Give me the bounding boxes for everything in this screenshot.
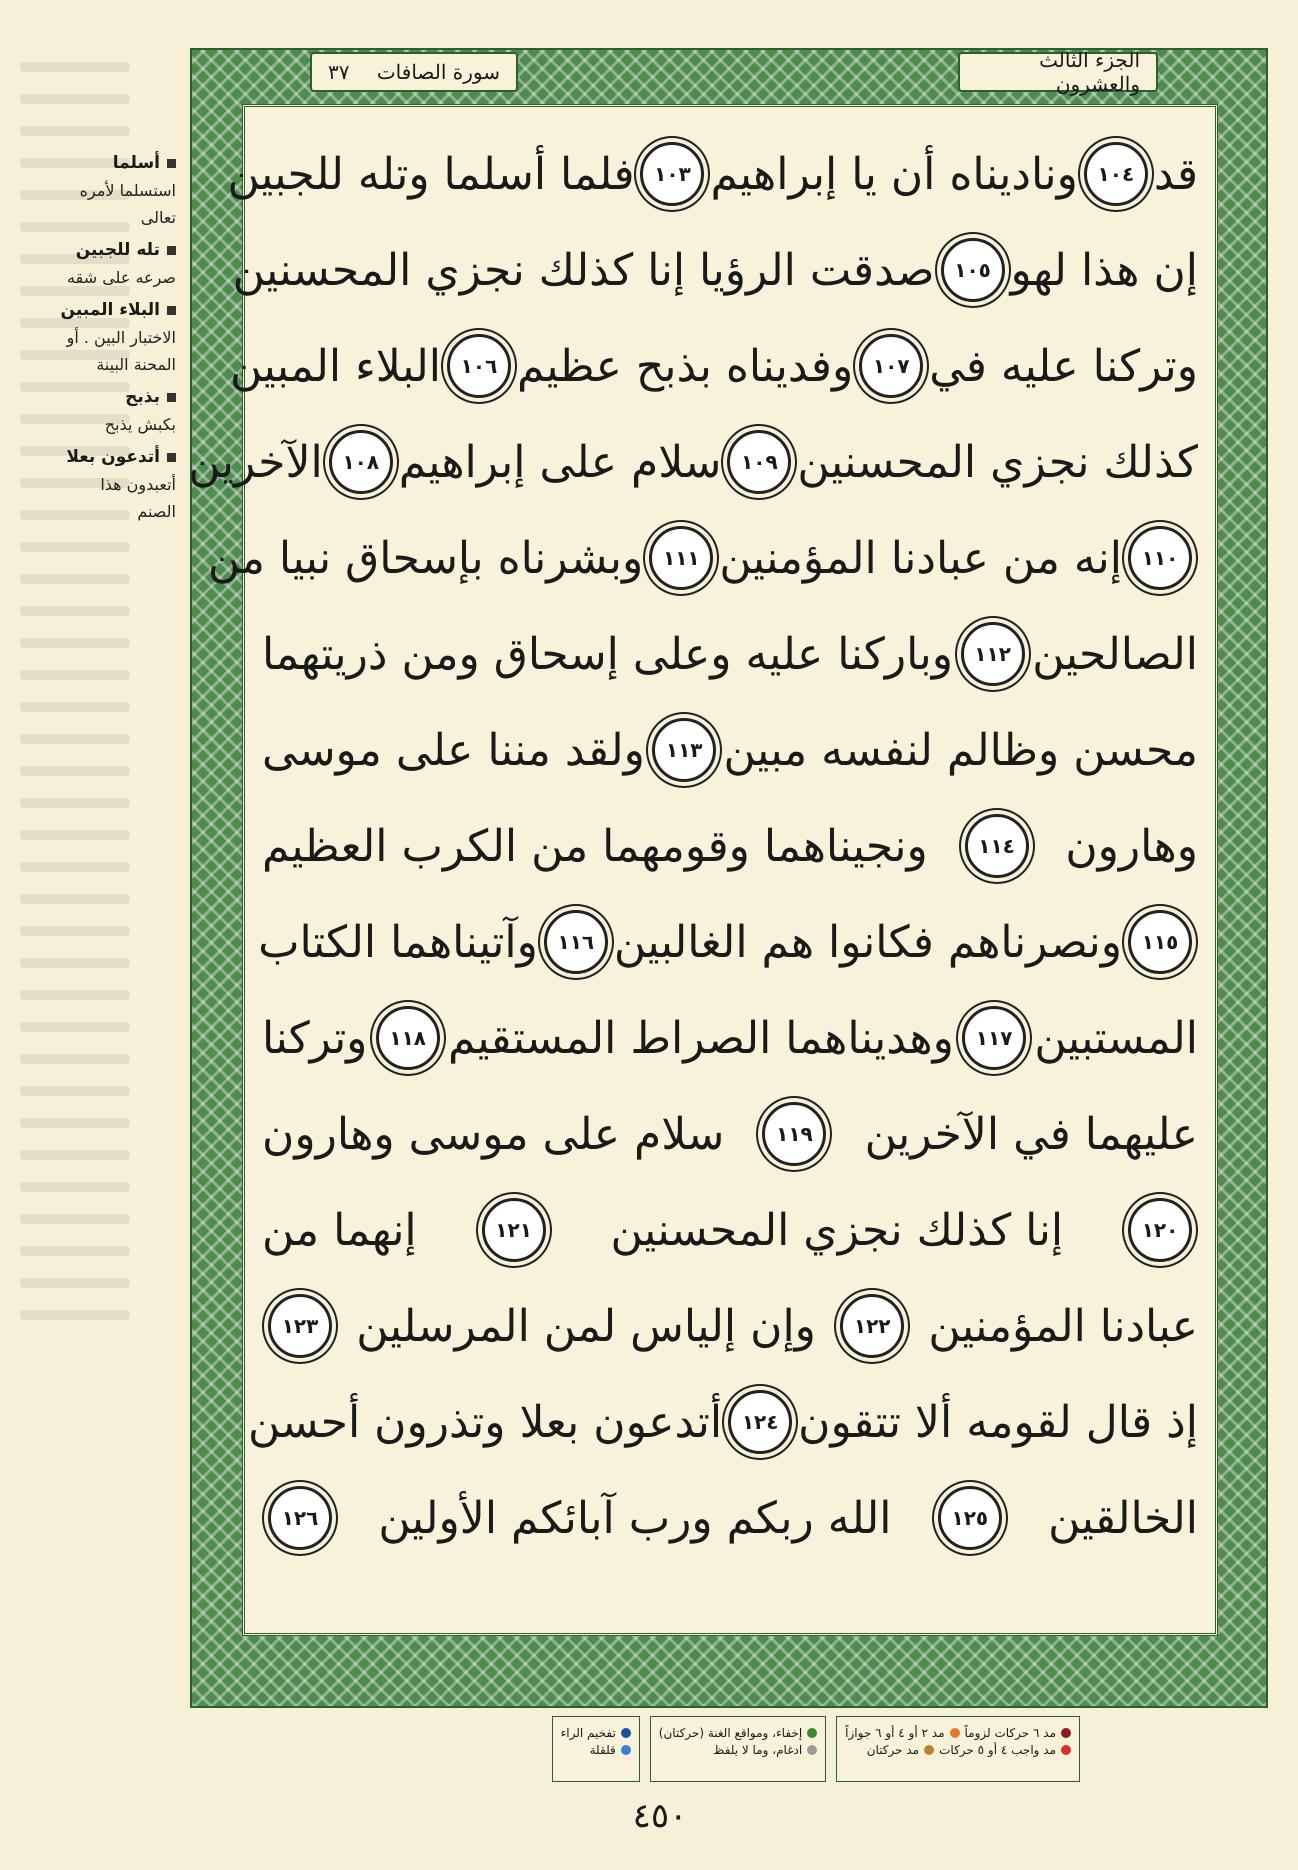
note-meaning: استسلما لأمره تعالى xyxy=(79,181,176,227)
note-item xyxy=(58,444,176,525)
line-text: الصالحين xyxy=(1032,628,1198,680)
legend-box xyxy=(836,1716,1080,1782)
verse-number-marker: ١١٨ xyxy=(376,1006,440,1070)
legend-label: مد واجب ٤ أو ٥ حركات xyxy=(939,1743,1056,1757)
verse-number-marker: ١١٩ xyxy=(762,1102,826,1166)
line-text: عبادنا المؤمنين xyxy=(928,1300,1198,1352)
page-number: ٤٥٠ xyxy=(632,1796,688,1836)
dot-icon xyxy=(621,1745,631,1755)
verse-number-marker: ١٢٦ xyxy=(268,1486,332,1550)
line-text: وفديناه بذبح عظيم xyxy=(516,340,854,392)
dot-icon xyxy=(1061,1745,1071,1755)
note-meaning: بكبش يذبح xyxy=(104,415,176,434)
dot-icon xyxy=(807,1728,817,1738)
note-meaning: صرعه على شقه xyxy=(67,268,176,287)
note-item xyxy=(58,237,176,291)
line-text: قد xyxy=(1153,148,1198,200)
line-text: البلاء المبين xyxy=(230,340,441,392)
note-meaning: الاختبار البين . أو المحنة البينة xyxy=(66,328,176,374)
line-text: سلام على إبراهيم xyxy=(398,436,722,488)
line-text: إنا كذلك نجزي المحسنين xyxy=(610,1204,1064,1256)
line-text: وباركنا عليه وعلى إسحاق ومن ذريتهما xyxy=(262,628,953,680)
text-line xyxy=(248,1374,1198,1470)
text-line xyxy=(262,1086,1198,1182)
line-text: إن هذا لهو xyxy=(1010,244,1198,296)
juz-header xyxy=(958,48,1158,96)
verse-number-marker: ١٢٣ xyxy=(268,1294,332,1358)
line-text: وتركنا xyxy=(262,1012,368,1064)
line-text: ونصرناهم فكانوا هم الغالبين xyxy=(613,916,1122,968)
text-line xyxy=(188,414,1198,510)
line-text: أتدعون بعلا وتذرون أحسن xyxy=(248,1396,723,1448)
text-line xyxy=(262,606,1198,702)
text-line xyxy=(262,1278,1198,1374)
text-line xyxy=(230,318,1198,414)
line-text: المستبين xyxy=(1034,1012,1198,1064)
surah-name: سورة الصافات xyxy=(376,60,500,84)
text-line xyxy=(262,990,1198,1086)
note-word: تله للجبين xyxy=(58,237,176,264)
surah-header xyxy=(310,52,518,92)
verse-number-marker: ١١٧ xyxy=(962,1006,1026,1070)
note-word: أسلما xyxy=(58,150,176,177)
text-line xyxy=(262,702,1198,798)
text-line xyxy=(258,894,1198,990)
note-meaning: أتعبدون هذا الصنم xyxy=(100,475,176,521)
verse-number-marker: ١١٥ xyxy=(1128,910,1192,974)
line-text: سلام على موسى وهارون xyxy=(262,1108,725,1160)
line-text: إنهما من xyxy=(262,1204,417,1256)
line-text: وآتيناهما الكتاب xyxy=(258,916,538,968)
verse-number-marker: ١٠٩ xyxy=(727,430,791,494)
line-text: الله ربكم ورب آبائكم الأولين xyxy=(378,1492,892,1544)
verse-number-marker: ١٠٦ xyxy=(447,334,511,398)
verse-number-marker: ١١٦ xyxy=(544,910,608,974)
line-text: إذ قال لقومه ألا تتقون xyxy=(798,1396,1198,1448)
tajweed-legend xyxy=(380,1716,1080,1782)
line-text: ونجيناهما وقومهما من الكرب العظيم xyxy=(262,820,928,872)
surah-number: ٣٧ xyxy=(328,60,350,84)
verse-number-marker: ١٢٤ xyxy=(728,1390,792,1454)
verse-number-marker: ١٠٣ xyxy=(640,142,704,206)
dot-icon xyxy=(807,1745,817,1755)
line-text: وهديناهما الصراط المستقيم xyxy=(447,1012,954,1064)
note-item xyxy=(58,384,176,438)
line-text: فلما أسلما وتله للجبين xyxy=(227,148,635,200)
line-text: وبشرناه بإسحاق نبيا من xyxy=(207,532,644,584)
verse-number-marker: ١٢١ xyxy=(482,1198,546,1262)
dot-icon xyxy=(1061,1728,1071,1738)
verse-number-marker: ١٠٧ xyxy=(859,334,923,398)
line-text: محسن وظالم لنفسه مبين xyxy=(723,724,1198,776)
text-line xyxy=(262,798,1198,894)
legend-label: تفخيم الراء xyxy=(560,1726,616,1740)
verse-number-marker: ١٢٠ xyxy=(1128,1198,1192,1262)
verse-number-marker: ١٠٤ xyxy=(1084,142,1148,206)
verse-number-marker: ١١١ xyxy=(649,526,713,590)
line-text: وإن إلياس لمن المرسلين xyxy=(356,1300,816,1352)
note-word: بذبح xyxy=(58,384,176,411)
line-text: وهارون xyxy=(1065,820,1198,872)
text-line xyxy=(227,126,1198,222)
verse-number-marker: ١٢٢ xyxy=(840,1294,904,1358)
note-item xyxy=(58,297,176,378)
line-text: صدقت الرؤيا إنا كذلك نجزي المحسنين xyxy=(232,244,935,296)
text-line xyxy=(207,510,1198,606)
note-item xyxy=(58,150,176,231)
line-text: إنه من عبادنا المؤمنين xyxy=(719,532,1122,584)
verse-number-marker: ١٢٥ xyxy=(938,1486,1002,1550)
verse-number-marker: ١٠٥ xyxy=(941,238,1005,302)
text-line xyxy=(262,1470,1198,1566)
legend-label: مد ٦ حركات لزوماً xyxy=(964,1726,1056,1740)
note-word: أتدعون بعلا xyxy=(58,444,176,471)
line-text: الآخرين xyxy=(188,436,323,488)
verse-number-marker: ١٠٨ xyxy=(329,430,393,494)
legend-box xyxy=(650,1716,826,1782)
legend-label: ادغام، وما لا يلفظ xyxy=(713,1743,803,1757)
margin-notes xyxy=(58,150,176,531)
dot-icon xyxy=(924,1745,934,1755)
line-text: الخالقين xyxy=(1048,1492,1198,1544)
verse-lines xyxy=(188,126,1198,1566)
legend-label: مد ٢ أو ٤ أو ٦ جوازاً xyxy=(845,1726,945,1740)
legend-label: مد حركتان xyxy=(866,1743,920,1757)
juz-name: الجزء الثالث والعشرون xyxy=(1039,48,1140,96)
legend-label: قلقلة xyxy=(589,1743,616,1757)
legend-label: إخفاء، ومواقع الغنة (حركتان) xyxy=(658,1726,803,1740)
line-text: عليهما في الآخرين xyxy=(864,1108,1198,1160)
line-text: ولقد مننا على موسى xyxy=(262,724,645,776)
verse-number-marker: ١١٢ xyxy=(961,622,1025,686)
text-line xyxy=(262,1182,1198,1278)
legend-box xyxy=(552,1716,640,1782)
text-line xyxy=(232,222,1198,318)
verse-number-marker: ١١٠ xyxy=(1128,526,1192,590)
line-text: كذلك نجزي المحسنين xyxy=(797,436,1198,488)
verse-number-marker: ١١٣ xyxy=(652,718,716,782)
verse-number-marker: ١١٤ xyxy=(965,814,1029,878)
line-text: وتركنا عليه في xyxy=(929,340,1198,392)
dot-icon xyxy=(621,1728,631,1738)
note-word: البلاء المبين xyxy=(58,297,176,324)
dot-icon xyxy=(950,1728,960,1738)
line-text: وناديناه أن يا إبراهيم xyxy=(710,148,1078,200)
